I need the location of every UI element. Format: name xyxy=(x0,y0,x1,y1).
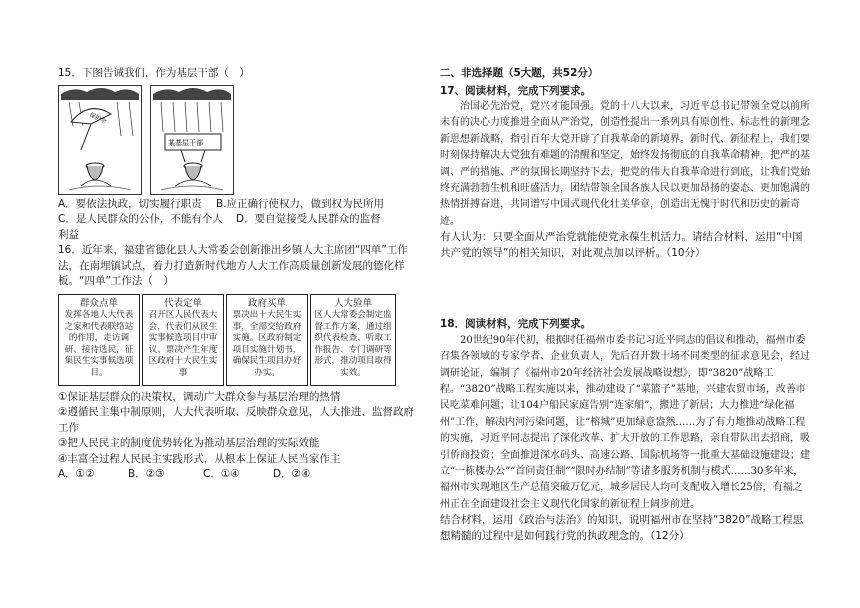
q15-option-d[interactable]: D．要自觉接受人民群众的监督 xyxy=(236,213,381,225)
box-daibiao-dingdan xyxy=(142,294,224,386)
q15-options-row1 xyxy=(58,197,420,213)
q18-title: 18．阅读材料，完成下列要求。 xyxy=(440,318,592,331)
box-qunzhong-diandan xyxy=(58,294,140,386)
q17-task: 有人认为：只要全面从严治党就能使党永葆生机活力。请结合材料，运用“中国共产党的领导”的相关知识，对此观点加以评析。（10分） xyxy=(440,231,803,259)
q16-choice-d[interactable]: D．②④ xyxy=(273,468,311,480)
q15-stem: 15．下图告诫我们，作为基层干部（ ） xyxy=(58,67,250,79)
box-title: 政府买单 xyxy=(247,297,286,309)
q16-stem: 16．近年来，福建省德化县人大常委会创新推出乡镇人大主席团“四单”工作法，在南埋镇试点，着力打造新时代地方人大工作高质量创新发展的德化样板。“四单”工作法（ ） xyxy=(58,244,408,287)
umbrella-text: 保护伞 xyxy=(88,110,108,125)
q16-boxes xyxy=(58,294,420,390)
q16-choice-a[interactable]: A．①② xyxy=(58,468,95,480)
q15-option-c[interactable]: C．是人民群众的公仆，不能有个人利益 xyxy=(58,213,223,241)
q16-statement-3: ③把人民民主的制度优势转化为推动基层治理的实际效能 xyxy=(58,437,320,449)
box-title: 代表定单 xyxy=(163,297,202,309)
box-body: 票决出十大民生实事，全部交给政府实施。区政府制定项目实施计划书，确保民生项目办好办实。 xyxy=(232,310,302,378)
q16-statement-1: ①保证基层群众的决策权，调动广大群众参与基层治理的热情 xyxy=(58,390,341,403)
box-body: 召开区人民代表大会，代表们从民生实事候选项目中审议、票决产生年度区政府十大民生实事 xyxy=(148,310,218,378)
box-body: 发挥各地人大代表之家和代表联络站的作用，走访调研、接待选民，征集民生实事候选项目。 xyxy=(64,310,134,378)
right-column xyxy=(440,66,812,544)
q15-options-row2 xyxy=(58,212,420,243)
left-column xyxy=(58,66,420,483)
q16-choices xyxy=(58,467,420,483)
box-title: 群众点单 xyxy=(79,297,118,309)
cartoon-left-drawing xyxy=(59,86,141,194)
q15-cartoon xyxy=(58,85,420,197)
q18-task: 结合材料，运用《政治与法治》的知识，说明福州市在坚持“3820”战略工程思想精髓的过程中是如何践行党的执政理念的。（12分） xyxy=(440,514,804,542)
q18-material: 20世纪90年代初，根据时任福州市委书记习近平同志的倡议和推动，福州市委召集各领域的专家学者、企业负责人，先后召开数十场不同类型的征求意见会，经过调研论证，编制了《福州市20年经济社会发展战略设想》，即“3820”战略工程。“3820”战略工程实施以来，推动建设了“菜篮子”基地，兴建农贸市场，改善市民吃菜难问题；让104户船民家庭告别“连家船”，搬进了新居；大力推进“绿化福州”工作，解决内河污染问题，让“榕城”更加绿意盎然……为了有力地推动战略工程的实施，习近平同志提出了深化改革、扩大开放的工作思路，亲自带队出去招商，吸引侨商投资；全面推进深水码头、高速公路、国际机场等一批重大基础设施建设；建立“一栋楼办公”“首问责任制”“限时办结制”等诸多服务机制与模式……30多年来，福州市实现地区生产总值突破万亿元，城乡居民人均可支配收入增长25倍，有福之州正在全面建设社会主义现代化国家的新征程上阔步前进。 xyxy=(440,334,810,510)
q16-statement-2: ②遵循民主集中制原则，人大代表听取、反映群众意见，人大推进、监督政府工作 xyxy=(58,406,414,434)
q15-option-b[interactable]: B.应正确行使权力，做到权为民所用 xyxy=(216,197,385,210)
q15-option-a[interactable]: A．要依法执政，切实履行职责 xyxy=(58,197,202,210)
q16-choice-c[interactable]: C．①④ xyxy=(203,468,240,480)
q16-statement-4: ④丰富全过程人民民主实践形式，从根本上保证人民当家作主 xyxy=(58,452,341,465)
box-title: 人大验单 xyxy=(333,297,372,309)
cartoon-right-drawing xyxy=(151,86,233,194)
q16-choice-b[interactable]: B．②③ xyxy=(128,468,165,480)
sign-text: 某基层干部 xyxy=(168,138,203,147)
section2-heading: 二、非选择题（5大题，共52分） xyxy=(440,67,599,79)
cartoon-panel-right xyxy=(150,85,234,195)
q17-title: 17、阅读材料，完成下列要求。 xyxy=(440,84,592,97)
box-body: 区人大常委会制定监督工作方案，通过组织代表检查、听取工作报告、专门调研等形式，推动项目取得实效。 xyxy=(314,310,392,378)
box-renda-yandan xyxy=(310,294,396,386)
box-zhengfu-maidan xyxy=(226,294,308,386)
cartoon-panel-left xyxy=(58,85,142,195)
q17-material: 治国必先治党，党兴才能国强。党的十八大以来，习近平总书记带领全党以前所未有的决心力度推进全面从严治党，创造性提出一系列具有原创性、标志性的新理念新思想新战略，指引百年大党开辟了自我革命的新境界。新时代、新征程上，我们要时刻保持解决大党独有难题的清醒和坚定，始终发扬彻底的自我革命精神，把严的基调、严的措施、严的氛围长期坚持下去，把党的伟大自我革命进行到底，让我们党始终充满勃勃生机和旺盛活力，团结带领全国各族人民以更加昂扬的姿态、更加饱满的热情拼搏奋进，共同谱写中国式现代化壮美华章，创造出无愧于时代和历史的新奇迹。 xyxy=(440,101,810,227)
